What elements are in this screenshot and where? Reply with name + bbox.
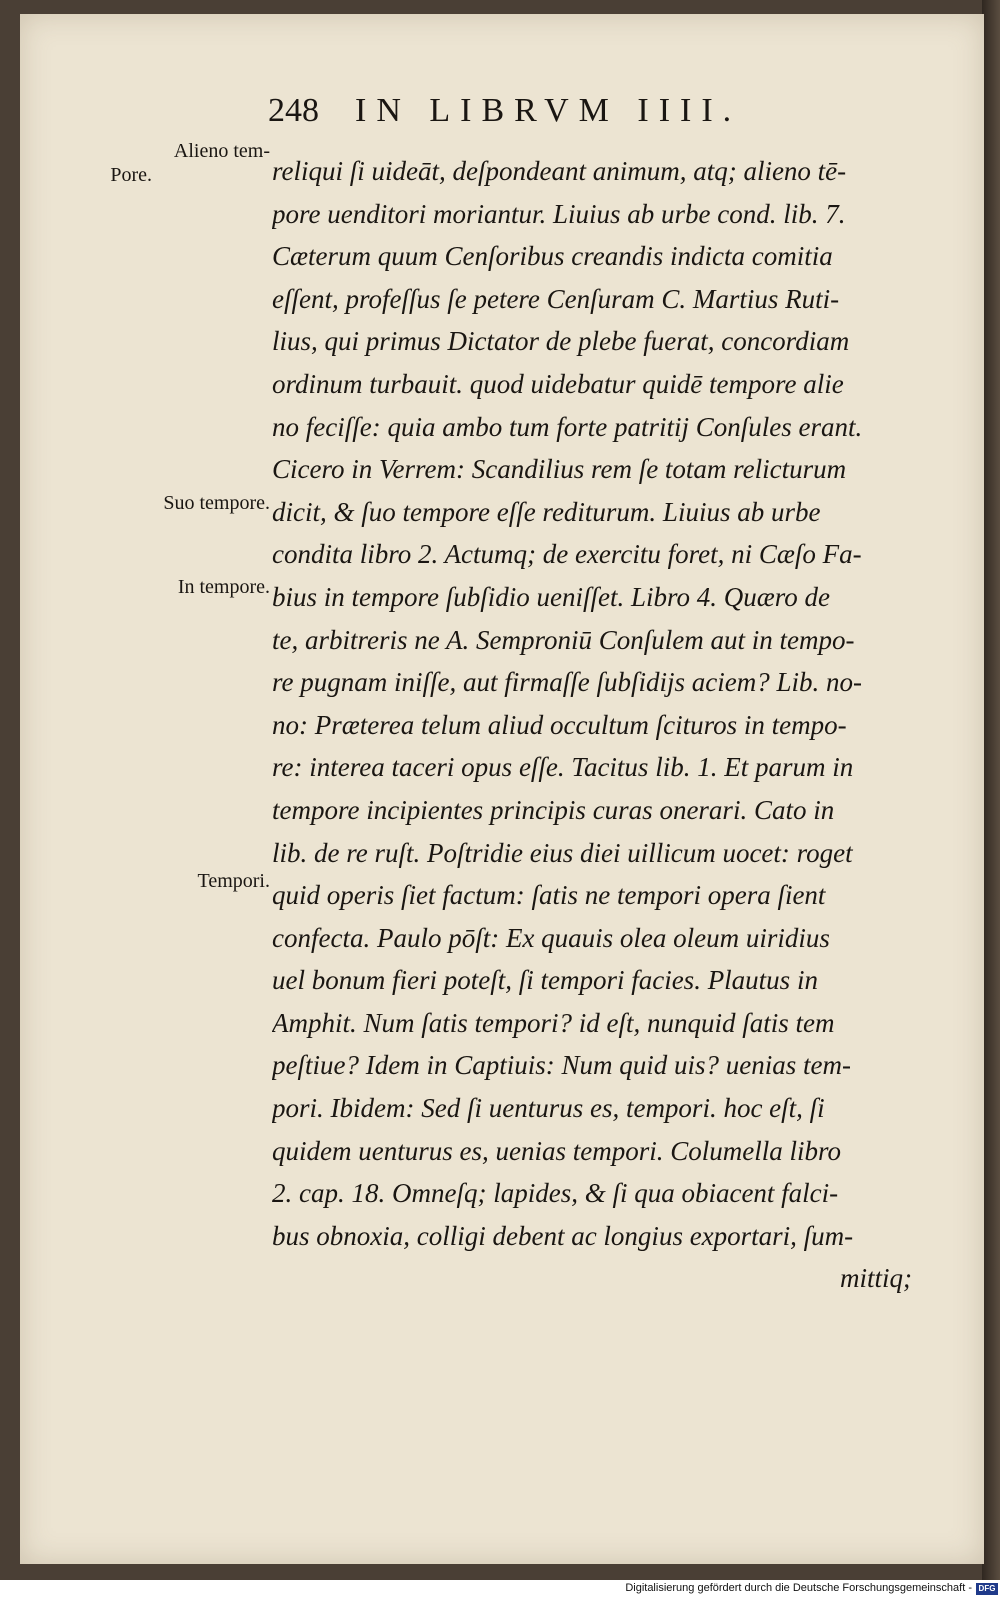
text-line: quidem uenturus es, uenias tempori. Columella libro (272, 1135, 841, 1166)
footer-bar (0, 1580, 1000, 1599)
catchword: mittiq; (840, 1263, 912, 1294)
text-line: Cicero in Verrem: Scandilius rem ſe totam relicturum (272, 454, 847, 485)
text-line: confecta. Paulo pōſt: Ex quauis olea oleum uiridius (272, 922, 830, 953)
margin-note-tempori: Tempori. (197, 870, 270, 892)
text-line: reliqui ſi uideāt, deſpondeant animum, atq; alieno tē- (272, 156, 847, 186)
running-header (268, 92, 868, 140)
running-title: IN LIBRVM IIII. (355, 92, 742, 129)
margin-note-suo-tempore: Suo tempore. (163, 492, 270, 514)
margin-note-alieno: Alieno tem- (173, 140, 270, 162)
text-line: uel bonum fieri poteſt, ſi tempori facies. Plautus in (272, 965, 818, 996)
text-line: ordinum turbauit. quod uidebatur quidē tempore alie (272, 368, 844, 399)
text-line: te, arbitreris ne A. Semproniū Conſulem aut in tempo- (272, 624, 855, 655)
dfg-logo: DFG (976, 1583, 998, 1595)
margin-note-alieno-cont: Pore. (110, 164, 152, 186)
text-line: bius in tempore ſubſidio ueniſſet. Libro 4. Quæro de (272, 581, 830, 612)
text-line: no: Præterea telum aliud occultum ſcituros in tempo- (272, 709, 847, 740)
text-line: re: interea taceri opus eſſe. Tacitus lib. 1. Et parum in (272, 752, 854, 783)
text-line: lib. de re ruſt. Poſtridie eius diei uillicum uocet: roget (272, 837, 853, 868)
text-line: no feciſſe: quia ambo tum forte patritij Conſules erant. (272, 411, 863, 442)
page-number: 248 (268, 92, 319, 129)
text-line: Cæterum quum Cenſoribus creandis indicta comitia (272, 241, 833, 272)
main-text (272, 150, 912, 1300)
text-line: tempore incipientes principis curas onerari. Cato in (272, 794, 835, 825)
text-line: condita libro 2. Actumq; de exercitu foret, ni Cæſo Fa- (272, 539, 862, 570)
text-line: 2. cap. 18. Omneſq; lapides, & ſi qua obiacent falci- (272, 1178, 839, 1209)
margin-note-in-tempore: In tempore. (177, 576, 270, 598)
text-line: Amphit. Num ſatis tempori? id eſt, nunquid ſatis tem (272, 1007, 835, 1038)
text-line: eſſent, profeſſus ſe petere Cenſuram C. Martius Ruti- (272, 283, 840, 314)
text-line: pori. Ibidem: Sed ſi uenturus es, tempori. hoc eſt, ſi (272, 1093, 825, 1124)
text-line: lius, qui primus Dictator de plebe fuerat, concordiam (272, 326, 850, 357)
text-line: pore uenditori moriantur. Liuius ab urbe cond. lib. 7. (272, 198, 846, 229)
footer-credit: Digitalisierung gefördert durch die Deutsche Forschungsgemeinschaft - (625, 1582, 972, 1594)
text-line: quid operis ſiet factum: ſatis ne tempori opera ſient (272, 880, 826, 911)
text-line: peſtiue? Idem in Captiuis: Num quid uis? uenias tem- (272, 1050, 851, 1081)
text-line: bus obnoxia, colligi debent ac longius exportari, ſum- (272, 1220, 854, 1251)
book-edge (982, 0, 1000, 1580)
text-line: dicit, & ſuo tempore eſſe rediturum. Liuius ab urbe (272, 496, 821, 527)
text-line: re pugnam iniſſe, aut firmaſſe ſubſidijs aciem? Lib. no- (272, 667, 862, 698)
